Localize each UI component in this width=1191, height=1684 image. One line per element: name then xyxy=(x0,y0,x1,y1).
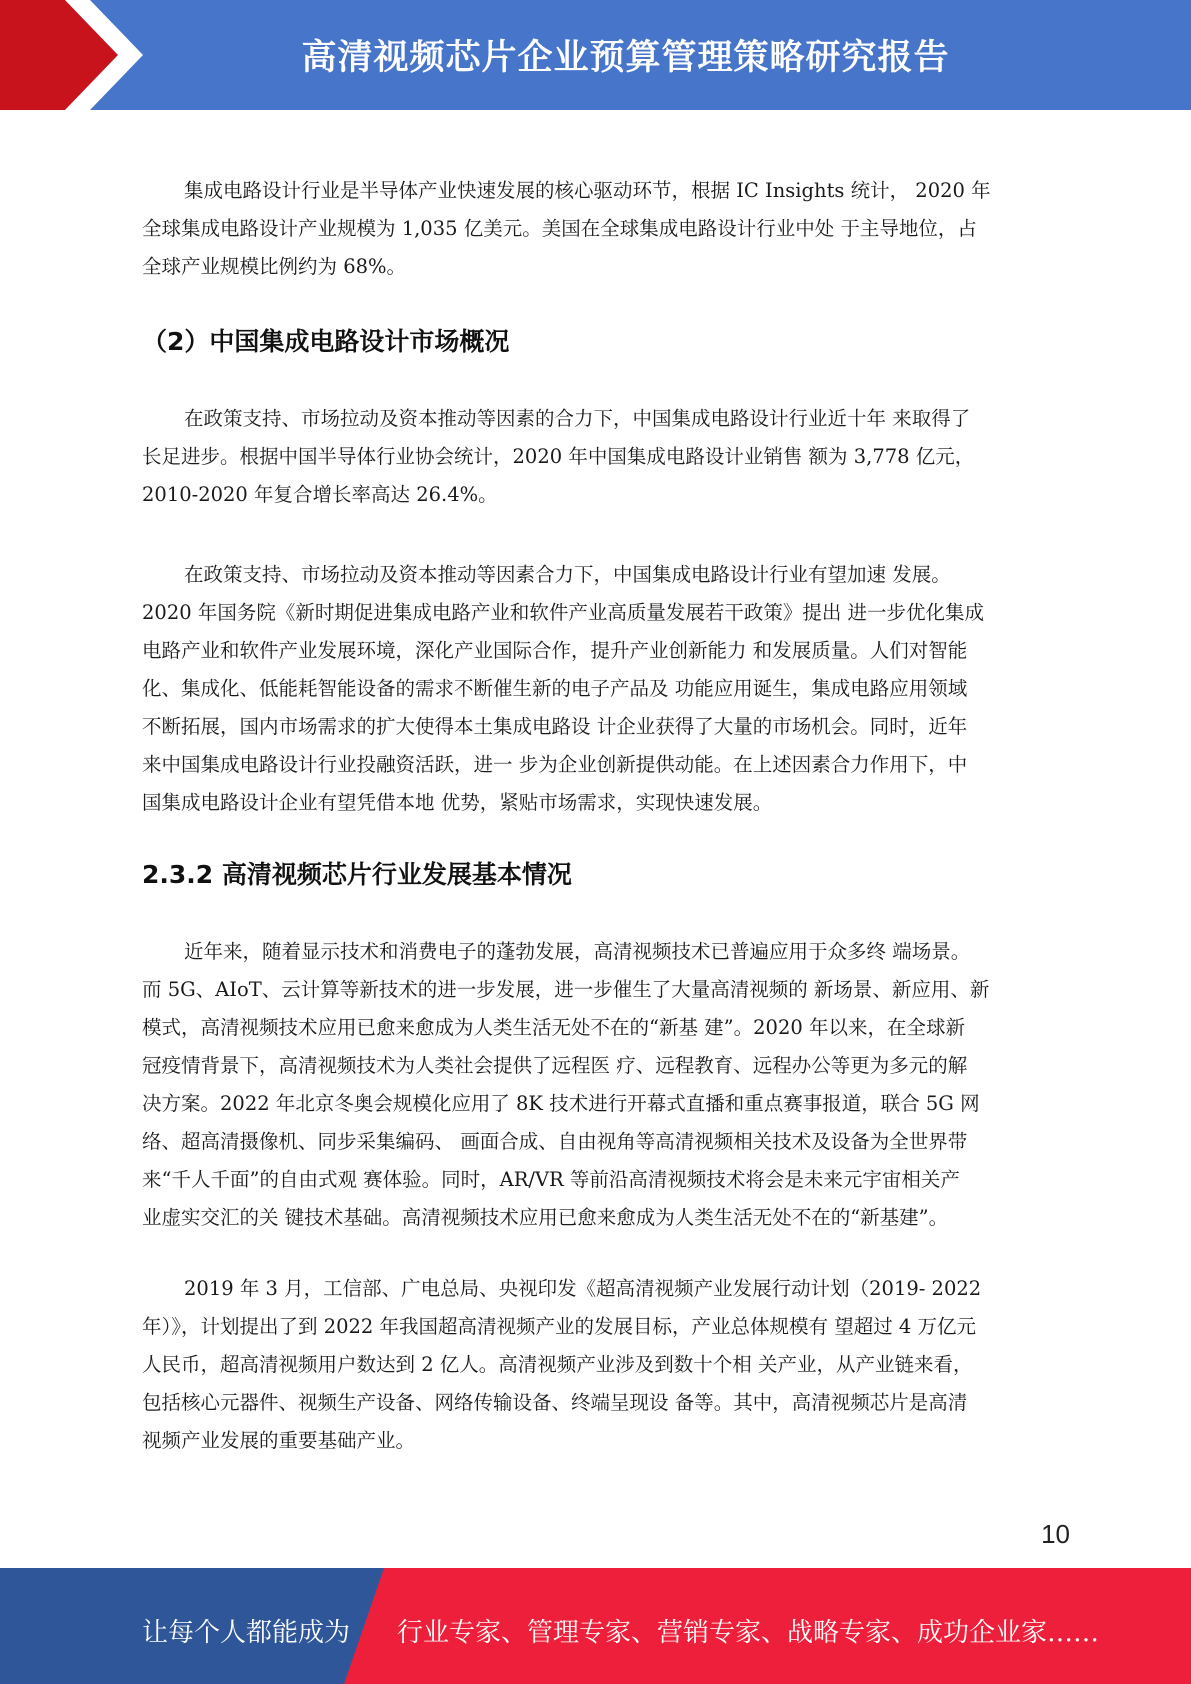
text-line: 全球产业规模比例约为 68%。 xyxy=(142,255,407,278)
footer-slogan-left: 让每个人都能成为 xyxy=(142,1618,351,1648)
text-line: 2019 年 3 月，工信部、广电总局、央视印发《超高清视频产业发展行动计划（2019- 2022 xyxy=(184,1277,982,1300)
paragraph-hd-video-development xyxy=(142,933,1047,1237)
text-line: 集成电路设计行业是半导体产业快速发展的核心驱动环节，根据 IC Insights 统计， 2020 年 xyxy=(184,179,991,202)
text-line: 而 5G、AIoT、云计算等新技术的进一步发展，进一步催生了大量高清视频的 新场景、新应用、新 xyxy=(142,978,990,1001)
paragraph-uhd-action-plan xyxy=(142,1270,1047,1460)
page-header xyxy=(0,0,1191,110)
text-line: 冠疫情背景下，高清视频技术为人类社会提供了远程医 疗、远程教育、远程办公等更为多元的解 xyxy=(142,1054,968,1077)
text-line: 模式，高清视频技术应用已愈来愈成为人类生活无处不在的“新基 建”。2020 年以来，在全球新 xyxy=(142,1016,965,1039)
text-line: 化、集成化、低能耗智能设备的需求不断催生新的电子产品及 功能应用诞生，集成电路应用领域 xyxy=(142,677,968,700)
text-line: 决方案。2022 年北京冬奥会规模化应用了 8K 技术进行开幕式直播和重点赛事报道，联合 5G 网 xyxy=(142,1092,980,1115)
paragraph-china-ic-progress xyxy=(142,400,1047,514)
text-line: 长足进步。根据中国半导体行业协会统计，2020 年中国集成电路设计业销售 额为 3,778 亿元， xyxy=(142,445,975,468)
report-title: 高清视频芯片企业预算管理策略研究报告 xyxy=(301,38,950,78)
paragraph-china-ic-policy xyxy=(142,556,1047,822)
page-number: 10 xyxy=(1041,1519,1070,1549)
section-heading-china-market: （2）中国集成电路设计市场概况 xyxy=(142,327,510,356)
text-line: 全球集成电路设计产业规模为 1,035 亿美元。美国在全球集成电路设计行业中处 于主导地位，占 xyxy=(142,217,977,240)
text-line: 2020 年国务院《新时期促进集成电路产业和软件产业高质量发展若干政策》提出 进一步优化集成 xyxy=(142,601,985,624)
text-line: 电路产业和软件产业发展环境，深化产业国际合作，提升产业创新能力 和发展质量。人们对智能 xyxy=(142,639,968,662)
paragraph-ic-design-global xyxy=(142,172,1047,286)
text-line: 年）》，计划提出了到 2022 年我国超高清视频产业的发展目标，产业总体规模有 望超过 4 万亿元 xyxy=(142,1315,977,1338)
page-footer xyxy=(0,1568,1191,1684)
text-line: 视频产业发展的重要基础产业。 xyxy=(142,1429,416,1452)
text-line: 包括核心元器件、视频生产设备、网络传输设备、终端呈现设 备等。其中，高清视频芯片是高清 xyxy=(142,1391,968,1414)
text-line: 近年来，随着显示技术和消费电子的蓬勃发展，高清视频技术已普遍应用于众多终 端场景。 xyxy=(184,940,971,963)
text-line: 人民币，超高清视频用户数达到 2 亿人。高清视频产业涉及到数十个相 关产业，从产业链来看， xyxy=(142,1353,973,1376)
text-line: 2010-2020 年复合增长率高达 26.4%。 xyxy=(142,483,498,506)
text-line: 来中国集成电路设计行业投融资活跃，进一 步为企业创新提供动能。在上述因素合力作用下，中 xyxy=(142,753,968,776)
text-line: 在政策支持、市场拉动及资本推动等因素合力下，中国集成电路设计行业有望加速 发展。 xyxy=(184,563,951,586)
text-line: 在政策支持、市场拉动及资本推动等因素的合力下，中国集成电路设计行业近十年 来取得了 xyxy=(184,407,971,430)
text-line: 络、超高清摄像机、同步采集编码、 画面合成、自由视角等高清视频相关技术及设备为全世界带 xyxy=(142,1130,968,1153)
section-heading-2-3-2: 2.3.2 高清视频芯片行业发展基本情况 xyxy=(142,860,572,889)
text-line: 国集成电路设计企业有望凭借本地 优势，紧贴市场需求，实现快速发展。 xyxy=(142,791,773,814)
text-line: 来“千人千面”的自由式观 赛体验。同时，AR/VR 等前沿高清视频技术将会是未来元宇宙相关产 xyxy=(142,1168,960,1191)
text-line: 不断拓展，国内市场需求的扩大使得本土集成电路设 计企业获得了大量的市场机会。同时，近年 xyxy=(142,715,968,738)
footer-slogan-right: 行业专家、管理专家、营销专家、战略专家、成功企业家…… xyxy=(397,1618,1100,1648)
text-line: 业虚实交汇的关 键技术基础。高清视频技术应用已愈来愈成为人类生活无处不在的“新基建”。 xyxy=(142,1206,949,1229)
